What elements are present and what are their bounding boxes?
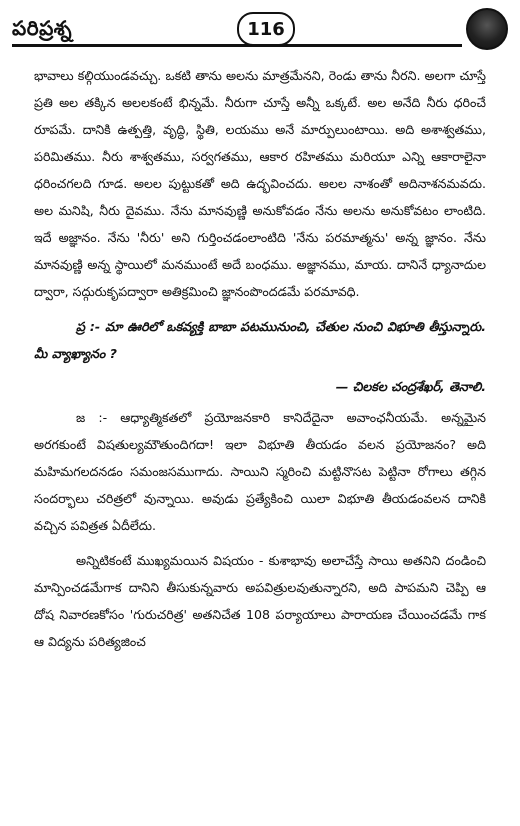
body-paragraph: అన్నిటికంటే ముఖ్యమయిన విషయం - కుశాభావు అలాచేస్తే సాయి అతనిని దండించి మాన్పించడమేగాక దానిని తీసుకున్నవారు అపవిత్రులవుతున్నారని, అది పాపమని చెప్పి ఆ దోష నివారణకోసం 'గురుచరిత్ర' అతనిచేత 108 పర్యాయాలు పారాయణ చేయించడమే గాక ఆ విద్యను పరిత్యజించ bbox=[34, 553, 486, 649]
header-rule bbox=[12, 44, 462, 47]
page-number-badge: 116 bbox=[237, 12, 295, 46]
book-title: పరిప్రశ్న bbox=[12, 16, 73, 40]
answer-text: జ :- ఆధ్యాత్మికతలో ప్రయోజనకారి కానిదేదైనా అవాంఛనీయమే. అన్నమైన అరగకుంటే విషతుల్యమౌతుందిగదా! ఇలా విభూతి తీయడం వలన ప్రయోజనం? అది మహిమగలదనడం సమంజసముగాదు. సాయిని స్మరించి మట్టినొసట పెట్టినా రోగాలు తగ్గిన సందర్భాలు చరిత్రలో వున్నాయి. అవుడు ప్రత్యేకించి యిలా విభూతి తీయడంవలన దానికి వచ్చిన పవిత్రత ఏదీలేదు. bbox=[34, 410, 486, 533]
page-body bbox=[34, 62, 486, 655]
spacer bbox=[34, 539, 486, 547]
questioner-signature: — చిలకల చంద్రశేఖర్, తెనాలి. bbox=[335, 379, 486, 394]
portrait-icon bbox=[466, 8, 508, 50]
question-text: ప్ర :- మా ఊరిలో ఒకవ్యక్తి బాబా పటమునుంచి, చేతుల నుంచి విభూతి తీస్తున్నారు. మీ వ్యాఖ్యానం ? bbox=[34, 319, 486, 361]
page-header bbox=[12, 8, 508, 48]
body-paragraph: భావాలు కల్గియుండవచ్చు. ఒకటి తాను అలను మాత్రమేనని, రెండు తాను నీరని. అలగా చూస్తే ప్రతి అల తక్కిన అలలకంటే భిన్నమే. నీరుగా చూస్తే అన్నీ ఒక్కటే. అల అనేది నీరు ధరించే రూపమే. దానికి ఉత్పత్తి, వృద్ధి, స్థితి, లయము అనే మార్పులుంటాయి. అది అశాశ్వతము, పరిమితము. నీరు శాశ్వతము, సర్వగతము, ఆకార రహితము మరియూ ఎన్ని ఆకారాలైనా ధరించగలది గూడ. అలల పుట్టుకతో అది ఉద్భవించదు. అలల నాశంతో అదినాశనమవదు. అల మనిషి, నీరు దైవము. నేను మానవుణ్ణి అనుకోవడం నేను అలను అనుకోవటం లాంటిది. ఇదే అజ్ఞానం. నేను 'నీరు' అని గుర్తించడంలాంటిది 'నేను పరమాత్మను' అన్న జ్ఞానం. నేను మానవుణ్ణి అన్న స్థాయిలో మనముంటే అదే బంధము. అజ్ఞానము, మాయ. దానినే ధ్యానాదుల ద్వారా, సద్గురుకృపద్వారా అతిక్రమించి జ్ఞానంపొందడమే పరమావధి. bbox=[34, 68, 486, 299]
spacer bbox=[34, 305, 486, 313]
